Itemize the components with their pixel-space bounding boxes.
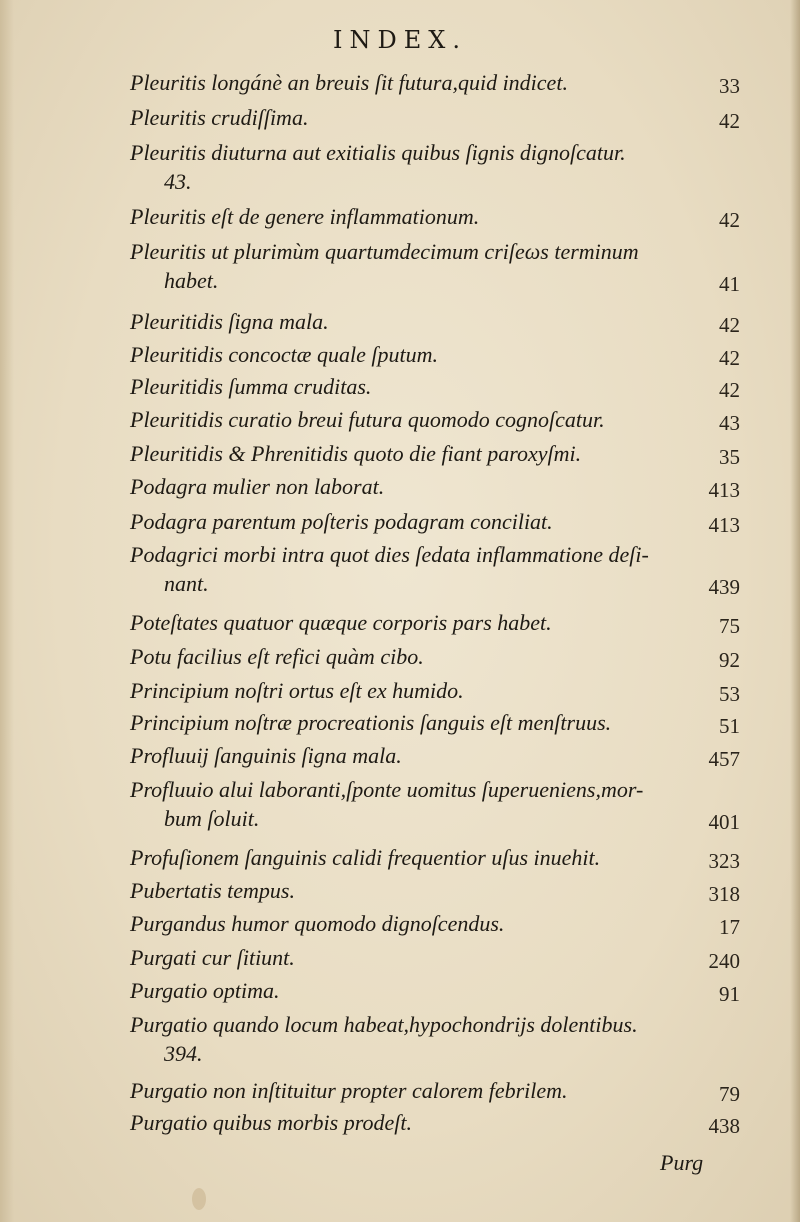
entry-text: Pubertatis tempus.	[130, 878, 295, 903]
entry-text: Pleuritis eſt de genere inflammationum.	[130, 204, 480, 229]
page-number: 51	[719, 714, 740, 738]
entry-continuation: habet.	[164, 268, 219, 293]
index-entry	[130, 642, 740, 671]
entry-text: Purgatio quibus morbis prodeſt.	[130, 1110, 412, 1135]
index-entry	[130, 1010, 740, 1068]
index-entry	[130, 708, 740, 737]
index-entry	[130, 307, 740, 336]
entry-text: Pleuritidis curatio breui futura quomodo cognoſcatur.	[130, 407, 605, 432]
page-number: 75	[719, 614, 740, 638]
page-number: 318	[708, 882, 740, 906]
page-number: 413	[708, 513, 740, 537]
entry-text: Pleuritidis & Phrenitidis quoto die fiant paroxyſmi.	[130, 441, 582, 466]
entry-text: Profluuio alui laboranti,ſponte uomitus ſuperueniens,mor-	[130, 777, 644, 802]
entry-text: Poteſtates quatuor quæque corporis pars habet.	[130, 610, 552, 635]
page-number: 17	[719, 915, 740, 939]
index-entry	[130, 68, 740, 97]
page-number: 41	[719, 272, 740, 296]
entry-text: Pleuritidis ſigna mala.	[130, 309, 329, 334]
index-entry	[130, 138, 740, 196]
entry-text: Principium noſtræ procreationis ſanguis eſt menſtruus.	[130, 710, 612, 735]
catchword: Purg	[660, 1150, 704, 1175]
index-entry	[130, 103, 740, 132]
index-entry	[130, 976, 740, 1005]
entry-text: Purgatio quando locum habeat,hypochondrijs dolentibus.	[130, 1012, 638, 1037]
page-number: 323	[708, 849, 740, 873]
index-entry	[130, 943, 740, 972]
entry-text: Principium noſtri ortus eſt ex humido.	[130, 678, 464, 703]
index-entry	[130, 372, 740, 401]
entry-text: Pleuritis ut plurimùm quartumdecimum criſeωs terminum	[130, 239, 639, 264]
page-number: 91	[719, 982, 740, 1006]
entry-text: Podagra parentum poſteris podagram conciliat.	[130, 509, 553, 534]
page-number: 79	[719, 1082, 740, 1106]
index-entry	[130, 472, 740, 501]
entry-text: Podagrici morbi intra quot dies ſedata inflammatione deſi-	[130, 542, 649, 567]
index-entry	[130, 439, 740, 468]
entry-text: Pleuritidis ſumma cruditas.	[130, 374, 372, 399]
index-entry	[130, 507, 740, 536]
page-title: INDEX.	[333, 26, 467, 54]
entry-text: Profuſionem ſanguinis calidi frequentior uſus inuehit.	[130, 845, 601, 870]
page-number: 413	[708, 478, 740, 502]
entry-text: Pleuritis diuturna aut exitialis quibus ſignis dignoſcatur.	[130, 140, 626, 165]
entry-continuation: 394.	[164, 1041, 203, 1066]
page-number: 439	[708, 575, 740, 599]
entry-text: Pleuritis longánè an breuis ſit futura,quid indicet.	[130, 70, 568, 95]
entry-text: Pleuritis crudiſſima.	[130, 105, 309, 130]
ink-stain	[192, 1188, 206, 1210]
entry-text: Purgati cur ſitiunt.	[130, 945, 295, 970]
entry-text: Potu facilius eſt refici quàm cibo.	[130, 644, 424, 669]
index-entry	[130, 741, 740, 770]
index-entry	[130, 909, 740, 938]
page-number: 401	[708, 810, 740, 834]
page-number: 42	[719, 313, 740, 337]
page-number: 53	[719, 682, 740, 706]
page-number: 33	[719, 74, 740, 98]
entry-continuation: 43.	[164, 169, 192, 194]
page-number: 42	[719, 208, 740, 232]
index-entry	[130, 843, 740, 872]
index-entry	[130, 1076, 740, 1105]
entry-text: Purgatio optima.	[130, 978, 280, 1003]
index-entry	[130, 540, 740, 598]
index-entry	[130, 405, 740, 434]
page-number: 43	[719, 411, 740, 435]
page-number: 457	[708, 747, 740, 771]
index-entry	[130, 1108, 740, 1137]
entry-text: Purgandus humor quomodo dignoſcendus.	[130, 911, 505, 936]
index-entry	[130, 340, 740, 369]
page-number: 35	[719, 445, 740, 469]
entry-continuation: nant.	[164, 571, 209, 596]
entry-text: Podagra mulier non laborat.	[130, 474, 385, 499]
page-number: 92	[719, 648, 740, 672]
entry-text: Purgatio non inſtituitur propter calorem febrilem.	[130, 1078, 568, 1103]
page-number: 240	[708, 949, 740, 973]
index-entry	[130, 676, 740, 705]
page-number: 42	[719, 109, 740, 133]
page-number: 42	[719, 346, 740, 370]
index-entry	[130, 876, 740, 905]
entry-text: Pleuritidis concoctæ quale ſputum.	[130, 342, 438, 367]
page-number: 438	[708, 1114, 740, 1138]
entry-continuation: bum ſoluit.	[164, 806, 260, 831]
entry-text: Profluuij ſanguinis ſigna mala.	[130, 743, 402, 768]
index-entry	[130, 202, 740, 231]
page-number: 42	[719, 378, 740, 402]
index-entry	[130, 237, 740, 295]
index-entry	[130, 608, 740, 637]
index-entry	[130, 775, 740, 833]
